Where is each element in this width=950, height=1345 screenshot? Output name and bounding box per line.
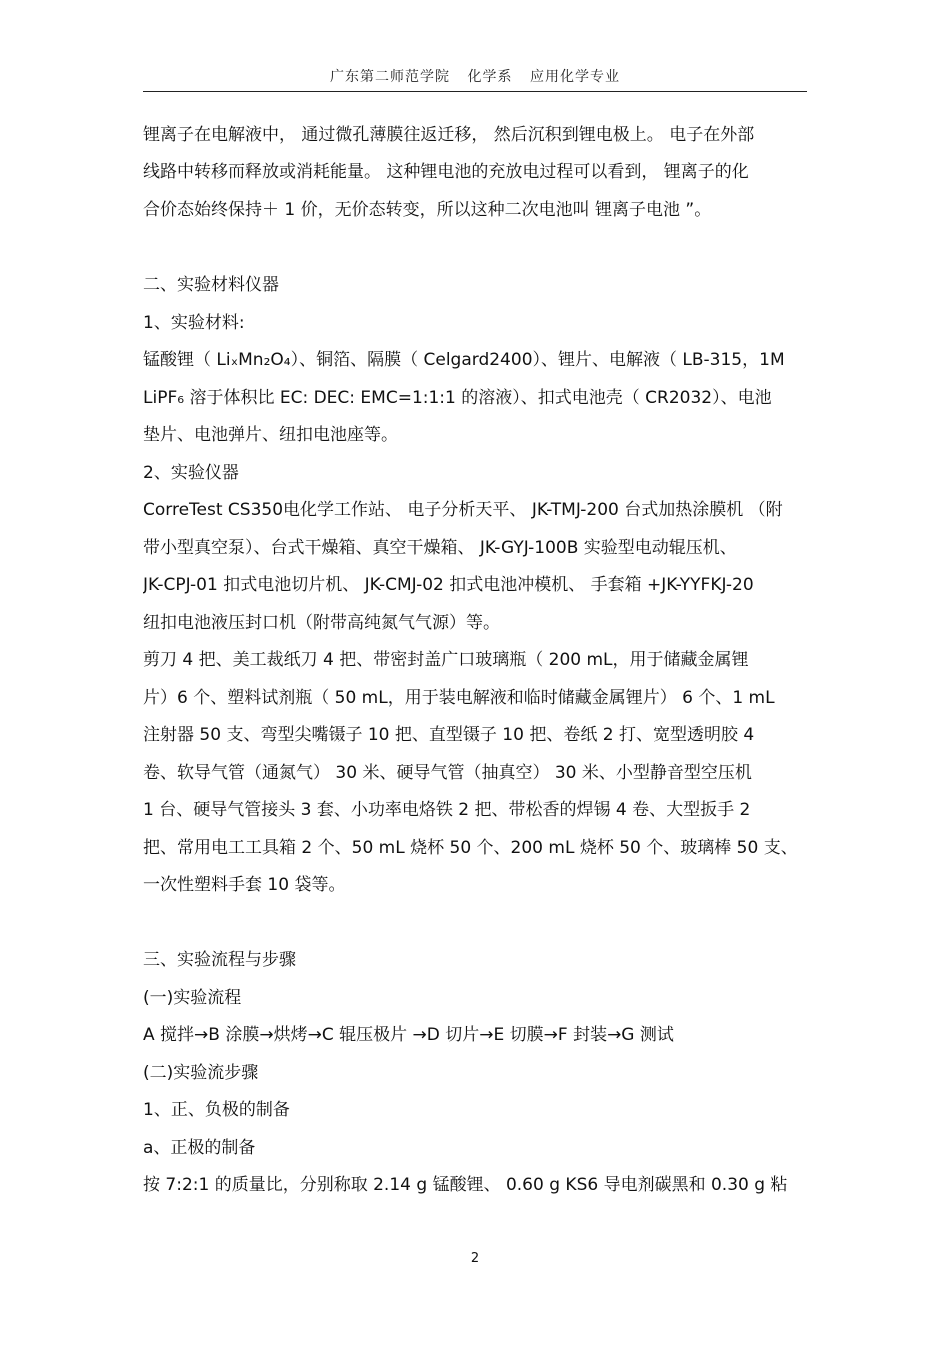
subsection-heading: 2、实验仪器 [143,463,239,483]
header-rule [143,91,807,92]
text-line: 注射器 50 支、弯型尖嘴镊子 10 把、直型镊子 10 把、卷纸 2 打、宽型透明胶 4 [143,725,755,745]
subsection-heading: (一)实验流程 [143,988,242,1008]
text-line: A 搅拌→B 涂膜→烘烤→C 辊压极片 →D 切片→E 切膜→F 封装→G 测试 [143,1025,674,1045]
text-line: 一次性塑料手套 10 袋等。 [143,875,346,895]
text-line: 合价态始终保持＋ 1 价，无价态转变，所以这种二次电池叫 锂离子电池 ”。 [143,200,712,220]
text-line: 带小型真空泵）、台式干燥箱、真空干燥箱、 JK-GYJ-100B 实验型电动辊压机、 [143,538,737,558]
text-line: CorreTest CS350电化学工作站、 电子分析天平、 JK-TMJ-200 台式加热涂膜机 （附 [143,500,783,520]
header-dept: 化学系 [467,69,513,85]
text-line: 垫片、电池弹片、纽扣电池座等。 [143,425,398,445]
subsection-heading: a、正极的制备 [143,1138,256,1158]
text-line: 片）6 个、塑料试剂瓶（ 50 mL，用于装电解液和临时储藏金属锂片） 6 个、1 mL [143,688,775,708]
text-line: 按 7:2:1 的质量比，分别称取 2.14 g 锰酸锂、 0.60 g KS6 导电剂碳黑和 0.30 g 粘 [143,1175,788,1195]
subsection-heading: 1、实验材料: [143,313,245,333]
page-header [0,66,950,86]
text-line: 剪刀 4 把、美工裁纸刀 4 把、带密封盖广口玻璃瓶（ 200 mL，用于储藏金属锂 [143,650,749,670]
text-line: JK-CPJ-01 扣式电池切片机、 JK-CMJ-02 扣式电池冲模机、 手套箱 +JK-YYFKJ-20 [143,575,754,595]
text-line: 把、常用电工工具箱 2 个、50 mL 烧杯 50 个、200 mL 烧杯 50 个、玻璃棒 50 支、 [143,838,798,858]
text-line: 1 台、硬导气管接头 3 套、小功率电烙铁 2 把、带松香的焊锡 4 卷、大型扳手 2 [143,800,751,820]
section-heading: 三、实验流程与步骤 [143,950,296,970]
subsection-heading: (二)实验流步骤 [143,1063,259,1083]
page-number: 2 [470,1251,480,1266]
section-heading: 二、实验材料仪器 [143,275,279,295]
text-line: 锰酸锂（ LiₓMn₂O₄）、铜箔、隔膜（ Celgard2400）、锂片、电解液（ LB-315，1M [143,350,785,370]
header-school: 广东第二师范学院 [330,69,451,85]
text-line: 卷、软导气管（通氮气） 30 米、硬导气管（抽真空） 30 米、小型静音型空压机 [143,763,752,783]
text-line: 线路中转移而释放或消耗能量。 这种锂电池的充放电过程可以看到， 锂离子的化 [143,162,749,182]
text-line: 纽扣电池液压封口机（附带高纯氮气气源）等。 [143,613,500,633]
text-line: 锂离子在电解液中， 通过微孔薄膜往返迁移， 然后沉积到锂电极上。 电子在外部 [143,125,755,145]
subsection-heading: 1、正、负极的制备 [143,1100,290,1120]
header-major: 应用化学专业 [529,69,620,85]
text-line: LiPF₆ 溶于体积比 EC: DEC: EMC=1:1:1 的溶液）、扣式电池壳（ CR2032）、电池 [143,388,772,408]
